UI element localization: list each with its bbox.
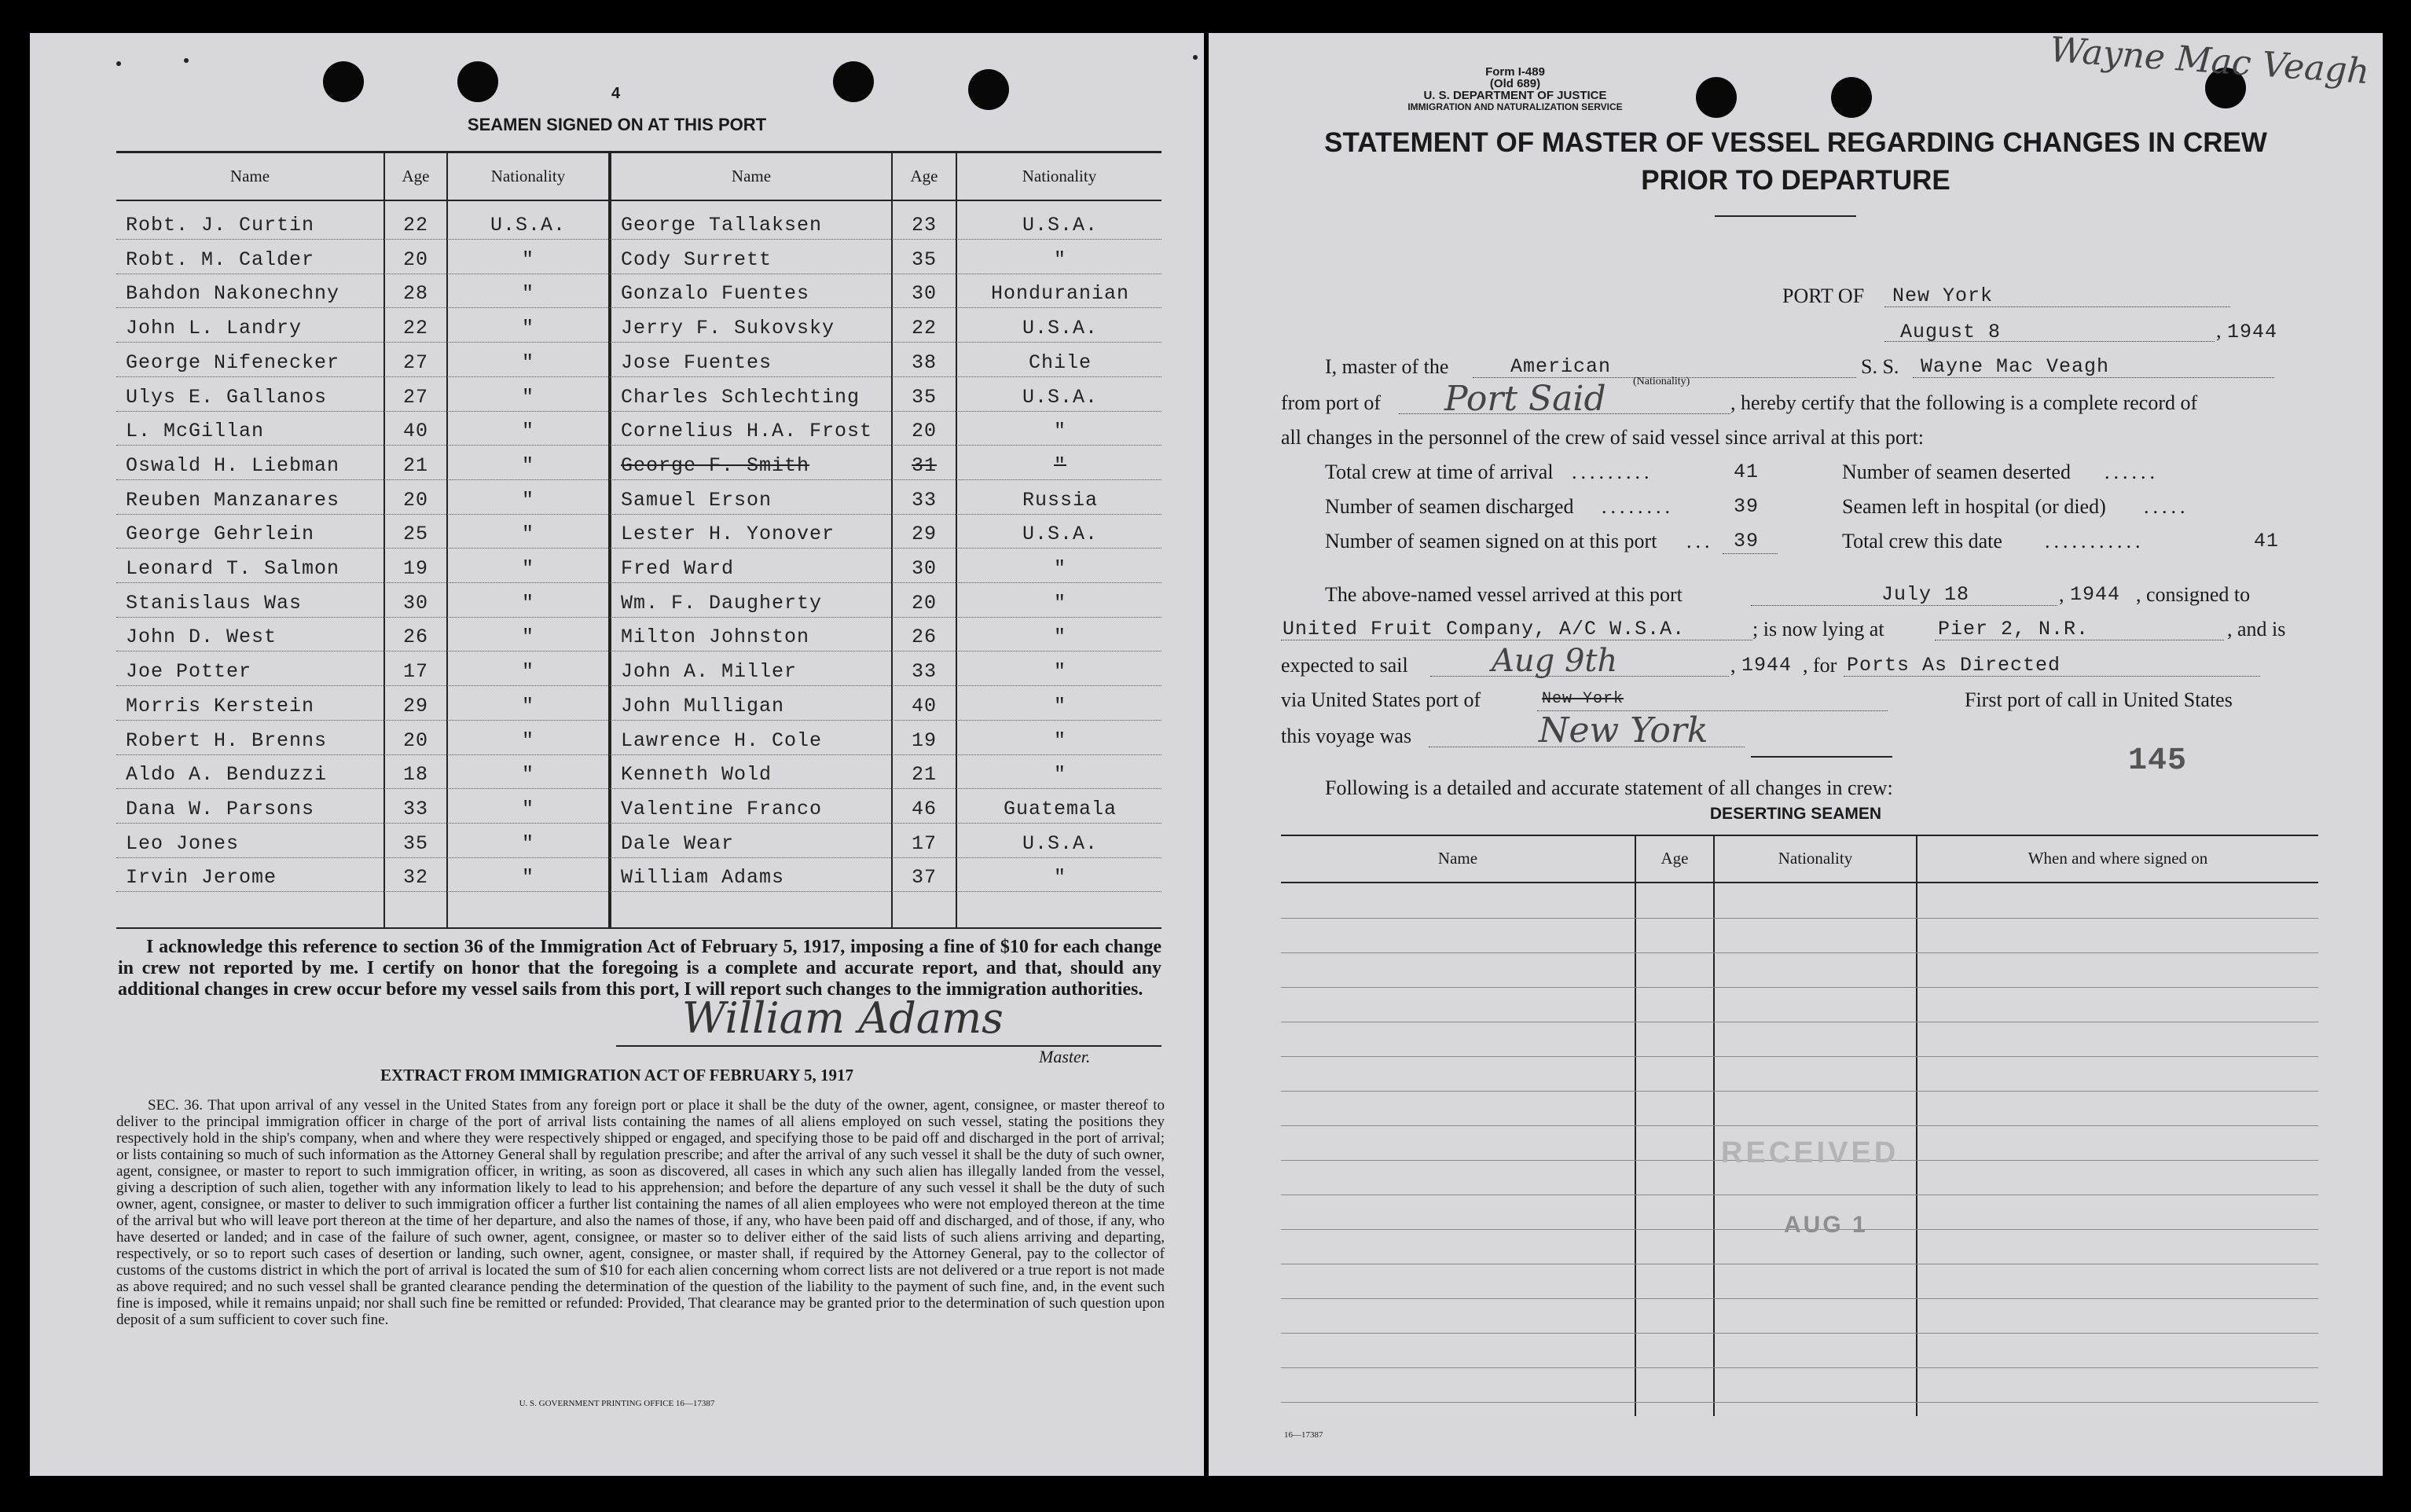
speck xyxy=(184,58,189,63)
seamen-row-dotline xyxy=(116,376,1161,377)
seamen-cell-nat1: " xyxy=(521,282,534,306)
certify-text-2: all changes in the personnel of the crew of said vessel since arrival at this port: xyxy=(1281,426,1925,449)
seamen-cell-nat2: " xyxy=(1053,557,1066,580)
seamen-cell-name1: John D. West xyxy=(126,626,277,649)
seamen-cell-nat1: " xyxy=(521,694,534,717)
seamen-cell-age2: 17 xyxy=(911,831,937,855)
desert-col-name: Name xyxy=(1437,849,1478,868)
seamen-cell-name1: Ulys E. Gallanos xyxy=(126,385,328,409)
seamen-cell-age2: 26 xyxy=(911,626,937,649)
seamen-cell-age1: 20 xyxy=(402,248,428,271)
discharged-label: Number of seamen discharged xyxy=(1325,495,1574,518)
seamen-cell-name1: Robert H. Brenns xyxy=(126,728,328,752)
right-printing-code: 16—17387 xyxy=(1284,1430,1323,1440)
seamen-cell-age1: 30 xyxy=(402,591,428,615)
speck xyxy=(1193,55,1198,60)
deserting-title: DESERTING SEAMEN xyxy=(1709,805,1882,823)
seamen-cell-age2: 30 xyxy=(911,282,937,306)
seamen-cell-nat1: " xyxy=(521,350,534,374)
port-label: PORT OF xyxy=(1782,284,1865,307)
seamen-cell-age2: 21 xyxy=(911,763,937,787)
certify-text: , hereby certify that the following is a complete record of xyxy=(1730,391,2198,414)
seamen-cell-nat2: U.S.A. xyxy=(1022,385,1098,409)
seamen-cell-nat1: " xyxy=(521,523,534,546)
seamen-cell-age1: 19 xyxy=(402,557,428,580)
seamen-cell-age2: 33 xyxy=(911,660,937,684)
seamen-row-dotline xyxy=(116,685,1161,686)
date-value: August 8 xyxy=(1900,321,2002,343)
desert-col-age: Age xyxy=(1661,849,1689,868)
seamen-cell-nat2: Chile xyxy=(1028,350,1092,374)
seamen-row-dotline xyxy=(116,548,1161,549)
from-port-value: Port Said xyxy=(1444,379,1606,419)
form-title-1: STATEMENT OF MASTER OF VESSEL REGARDING CHANGES IN CREW xyxy=(1324,127,2267,158)
seamen-cell-name1: Aldo A. Benduzzi xyxy=(126,763,328,787)
seamen-cell-nat1: " xyxy=(521,248,534,271)
seamen-cell-age1: 25 xyxy=(402,523,428,546)
desert-col-nationality: Nationality xyxy=(1778,849,1853,868)
seamen-cell-name1: Morris Kerstein xyxy=(126,694,315,717)
seamen-cell-nat2: Russia xyxy=(1022,488,1098,512)
seamen-cell-nat1: " xyxy=(521,557,534,580)
received-stamp-date: AUG 1 xyxy=(1784,1212,1868,1238)
seamen-cell-nat2: " xyxy=(1053,248,1066,271)
seamen-cell-nat2: " xyxy=(1053,763,1066,787)
col-name-2: Name xyxy=(731,167,772,185)
seamen-row-dotline xyxy=(116,239,1161,240)
punch-hole xyxy=(968,69,1009,110)
seamen-cell-name2: John Mulligan xyxy=(621,694,785,717)
seamen-cell-nat2: " xyxy=(1053,453,1066,477)
seamen-cell-name1: Stanislaus Was xyxy=(126,591,303,615)
seamen-cell-age1: 40 xyxy=(402,420,428,443)
signed-on-label: Number of seamen signed on at this port xyxy=(1325,530,1657,552)
seamen-cell-name2: Fred Ward xyxy=(621,557,735,580)
seamen-row-dotline xyxy=(116,823,1161,824)
seamen-cell-nat2: " xyxy=(1053,626,1066,649)
from-port-label: from port of xyxy=(1281,391,1382,414)
seamen-cell-age1: 22 xyxy=(402,214,428,237)
seamen-cell-age1: 18 xyxy=(402,763,428,787)
lying-label: ; is now lying at xyxy=(1752,618,1884,640)
right-page: Form I-489 (Old 689) U. S. DEPARTMENT OF JUSTICE IMMIGRATION AND NATURALIZATION SERVICE Wayne Mac Veagh STATEMENT OF MASTER OF VESSEL REGARDING CHANGES IN CREW PRIOR TO DEPARTURE PORT OF New York August 8 , 1944 I, master of the American (Nationality) S. S. Wayne Mac Veagh from port of Port Said , hereby certify that the following is a complete record of all changes in the personnel of the crew of said vessel since arrival at this port: Total crew at time of arrival ......... 41 Number of seamen discharged ........ 39 Number of seamen signed on at this port ... 39 Number of seamen deserted ...... Seamen left in hospital (or died) ..... Total crew this date ........... 41 The above-named vessel arrived at this port July 18 , 1944 , consigned to United Fruit Company, A/C W.S.A. ; is now lying at Pier 2, N.R. , and is expected to sail Aug 9th , 1944 , for Ports As Directed via United States port of New York First port of call in United States this voyage was New York 145 Following is a detailed and accurate statement of all changes in crew: DESERTING SEAMEN Name Age Nationality When and where signed on RECEIVED AUG 1 16—17387 xyxy=(1209,33,2383,1476)
received-stamp: RECEIVED xyxy=(1721,1136,1899,1169)
punch-hole xyxy=(1831,77,1872,118)
page-number: 4 xyxy=(611,85,621,102)
seamen-table xyxy=(116,151,1161,929)
seamen-cell-name2: Kenneth Wold xyxy=(621,763,772,787)
and-is: , and is xyxy=(2227,618,2286,640)
seamen-cell-nat2: " xyxy=(1053,866,1066,890)
stamp-number: 145 xyxy=(2128,743,2188,779)
old-form: (Old 689) xyxy=(1489,77,1541,90)
seamen-cell-age2: 23 xyxy=(911,214,937,237)
total-crew-date: 41 xyxy=(2254,530,2280,552)
seamen-cell-age1: 27 xyxy=(402,350,428,374)
seamen-cell-age1: 32 xyxy=(402,866,428,890)
seamen-cell-nat1: " xyxy=(521,660,534,684)
col-age-1: Age xyxy=(402,167,430,185)
seamen-row-dotline xyxy=(116,514,1161,515)
seamen-cell-name1: Irvin Jerome xyxy=(126,866,277,890)
arrival-year: 1944 xyxy=(2070,583,2121,606)
seamen-cell-name1: Robt. J. Curtin xyxy=(126,214,315,237)
seamen-cell-name1: Leonard T. Salmon xyxy=(126,557,340,580)
year-value: 1944 xyxy=(2227,321,2278,343)
for-label: , for xyxy=(1803,654,1837,677)
seamen-cell-name2: William Adams xyxy=(621,866,785,890)
seamen-cell-name1: L. McGillan xyxy=(126,420,265,443)
seamen-cell-age2: 38 xyxy=(911,350,937,374)
seamen-row-dotline xyxy=(116,857,1161,858)
seamen-cell-name1: George Gehrlein xyxy=(126,523,315,546)
seamen-cell-name2: Charles Schlechting xyxy=(621,385,861,409)
seamen-cell-nat1: " xyxy=(521,866,534,890)
seamen-cell-name1: John L. Landry xyxy=(126,317,303,340)
service: IMMIGRATION AND NATURALIZATION SERVICE xyxy=(1407,101,1623,112)
seamen-cell-name2: Wm. F. Daugherty xyxy=(621,591,823,615)
seamen-cell-nat1: " xyxy=(521,728,534,752)
seamen-cell-age2: 35 xyxy=(911,385,937,409)
seamen-cell-name2: Cody Surrett xyxy=(621,248,772,271)
master-label: Master. xyxy=(1039,1047,1091,1066)
seamen-cell-nat2: U.S.A. xyxy=(1022,214,1098,237)
extract-text: SEC. 36. That upon arrival of any vessel in the United States from any foreign port or place it shall be the duty of the owner, agent, consignee, or master thereof to deliver to the principal immigration officer in charge of the port of arrival lists containing the names of all aliens employed on such vessel, stating the positions they respectively hold in the ship's company, when and where they were respectively shipped or engaged, and specifying those to be paid off and discharged in the port of arrival; or lists containing so much of such information as the Attorney General shall by regulation prescribe; and after the arrival of any such vessel it shall be the duty of such owner, agent, consignee, or master to report to such immigration officer, in writing, as soon as discovered, all cases in which any such alien has illegally landed from the vessel, giving a description of such alien, together with any information likely to lead to his apprehension; and before the departure of any such vessel it shall be the duty of such owner, agent, consignee, or master to deliver to such immigration officer a further list containing the names of all alien employees who were not employed thereon at the time of the arrival but who will leave port thereon at the time of her departure, and also the names of those, if any, who have been paid off and discharged, and of those, if any, who have deserted or landed; and in case of the failure of such owner, agent, consignee, or master so to deliver either of the said lists of such aliens arriving and departing, respectively, or so to report such cases of desertion or landing, such owner, agent, consignee, or master shall, if required by the Attorney General, pay to the collector of customs of the customs district in which the port of arrival is located the sum of $10 for each alien concerning whom correct lists are not delivered or a true report is not made as above required; and no such vessel shall be granted clearance pending the determination of the question of the liability to the payment of such fine, and, in the event such fine is imposed, while it remains unpaid; nor shall such fine be remitted or refunded: Provided, That clearance may be granted prior to the determination of such question upon deposit of a sum sufficient to cover such fine. xyxy=(116,1097,1165,1328)
expected-year: 1944 xyxy=(1741,654,1793,677)
discharged-count: 39 xyxy=(1734,495,1760,518)
following-text: Following is a detailed and accurate statement of all changes in crew: xyxy=(1325,776,1893,799)
deserted-label: Number of seamen deserted xyxy=(1842,461,2071,483)
seamen-cell-nat2: " xyxy=(1053,420,1066,443)
col-nationality-1: Nationality xyxy=(490,167,566,185)
via-label: via United States port of xyxy=(1281,688,1481,711)
seamen-title: SEAMEN SIGNED ON AT THIS PORT xyxy=(467,115,767,134)
seamen-cell-age2: 31 xyxy=(911,453,937,477)
hospital-label: Seamen left in hospital (or died) xyxy=(1842,495,2106,518)
seamen-row-dotline xyxy=(116,342,1161,343)
seamen-row-dotline xyxy=(116,582,1161,583)
seamen-cell-age2: 40 xyxy=(911,694,937,717)
seamen-cell-nat1: " xyxy=(521,453,534,477)
seamen-cell-nat1: " xyxy=(521,488,534,512)
this-voyage-value: New York xyxy=(1539,710,1708,750)
seamen-cell-name2: Jerry F. Sukovsky xyxy=(621,317,835,340)
seamen-cell-nat1: " xyxy=(521,626,534,649)
seamen-cell-age1: 21 xyxy=(402,453,428,477)
punch-hole xyxy=(1696,77,1737,118)
seamen-cell-name1: Oswald H. Liebman xyxy=(126,453,340,477)
seamen-cell-name2: Lester H. Yonover xyxy=(621,523,835,546)
signed-on-count: 39 xyxy=(1734,530,1760,552)
seamen-cell-nat1: " xyxy=(521,385,534,409)
seamen-cell-name2: Milton Johnston xyxy=(621,626,810,649)
via-value: New York xyxy=(1542,690,1624,708)
destination: Ports As Directed xyxy=(1847,654,2061,677)
seamen-cell-name1: Reuben Manzanares xyxy=(126,488,340,512)
seamen-cell-name2: John A. Miller xyxy=(621,660,798,684)
seamen-cell-age1: 35 xyxy=(402,831,428,855)
speck xyxy=(116,61,121,66)
seamen-cell-name2: George F. Smith xyxy=(621,453,810,477)
form-title-2: PRIOR TO DEPARTURE xyxy=(1641,165,1950,196)
seamen-cell-age1: 33 xyxy=(402,797,428,820)
form-header xyxy=(1366,66,1664,113)
seamen-cell-name2: Gonzalo Fuentes xyxy=(621,282,810,306)
seamen-cell-age1: 29 xyxy=(402,694,428,717)
seamen-cell-age2: 33 xyxy=(911,488,937,512)
seamen-cell-age1: 27 xyxy=(402,385,428,409)
total-crew-arrival-label: Total crew at time of arrival xyxy=(1325,461,1554,483)
seamen-cell-name1: George Nifenecker xyxy=(126,350,340,374)
seamen-cell-age2: 20 xyxy=(911,420,937,443)
vessel-name: Wayne Mac Veagh xyxy=(1921,355,2110,378)
seamen-cell-nat2: U.S.A. xyxy=(1022,523,1098,546)
master-signature: William Adams xyxy=(682,993,1004,1043)
seamen-row-dotline xyxy=(116,273,1161,274)
printing-office: U. S. GOVERNMENT PRINTING OFFICE 16—17387 xyxy=(519,1399,715,1408)
seamen-cell-age1: 20 xyxy=(402,488,428,512)
consignee: United Fruit Company, A/C W.S.A. xyxy=(1283,618,1686,640)
nationality-hint: (Nationality) xyxy=(1633,376,1690,387)
seamen-row-dotline xyxy=(116,411,1161,412)
port-value: New York xyxy=(1892,284,1994,307)
extract-title: EXTRACT FROM IMMIGRATION ACT OF FEBRUARY 5, 1917 xyxy=(380,1066,854,1084)
seamen-cell-name2: Dale Wear xyxy=(621,831,735,855)
seamen-cell-age1: 22 xyxy=(402,317,428,340)
seamen-cell-nat2: " xyxy=(1053,694,1066,717)
deserting-table xyxy=(1281,835,2318,1432)
col-name-1: Name xyxy=(229,167,270,185)
col-nationality-2: Nationality xyxy=(1022,167,1097,185)
seamen-row-dotline xyxy=(116,891,1161,892)
seamen-cell-nat1: U.S.A. xyxy=(490,214,566,237)
consigned-label: , consigned to xyxy=(2136,583,2251,606)
col-age-2: Age xyxy=(910,167,938,185)
seamen-row-dotline xyxy=(116,720,1161,721)
seamen-cell-age2: 37 xyxy=(911,866,937,890)
department: U. S. DEPARTMENT OF JUSTICE xyxy=(1423,89,1607,102)
seamen-cell-age2: 22 xyxy=(911,317,937,340)
arrived-label: The above-named vessel arrived at this port xyxy=(1325,583,1683,606)
total-crew-arrival: 41 xyxy=(1734,461,1760,483)
seamen-cell-name2: Cornelius H.A. Frost xyxy=(621,420,873,443)
seamen-cell-nat1: " xyxy=(521,317,534,340)
seamen-cell-nat2: " xyxy=(1053,660,1066,684)
seamen-cell-age2: 20 xyxy=(911,591,937,615)
seamen-cell-name1: Bahdon Nakonechny xyxy=(126,282,340,306)
seamen-cell-nat2: " xyxy=(1053,728,1066,752)
seamen-cell-age1: 26 xyxy=(402,626,428,649)
desert-col-signed-on: When and where signed on xyxy=(2028,849,2208,868)
seamen-cell-nat2: " xyxy=(1053,591,1066,615)
seamen-cell-name1: Joe Potter xyxy=(126,660,252,684)
nationality-value: American xyxy=(1510,355,1612,378)
seamen-cell-nat2: Guatemala xyxy=(1003,797,1117,820)
seamen-cell-name2: Samuel Erson xyxy=(621,488,772,512)
seamen-cell-nat1: " xyxy=(521,831,534,855)
seamen-cell-nat2: U.S.A. xyxy=(1022,831,1098,855)
first-port-label: First port of call in United States xyxy=(1965,688,2233,711)
this-voyage-label: this voyage was xyxy=(1281,725,1412,747)
seamen-cell-nat1: " xyxy=(521,797,534,820)
total-crew-date-label: Total crew this date xyxy=(1842,530,2002,552)
seamen-cell-name1: Robt. M. Calder xyxy=(126,248,315,271)
seamen-cell-nat1: " xyxy=(521,591,534,615)
form-number: Form I-489 xyxy=(1485,65,1545,79)
expected-label: expected to sail xyxy=(1281,654,1408,677)
punch-hole xyxy=(323,61,364,102)
seamen-row-dotline xyxy=(116,617,1161,618)
seamen-cell-name1: Dana W. Parsons xyxy=(126,797,315,820)
seamen-cell-age1: 17 xyxy=(402,660,428,684)
punch-hole xyxy=(457,61,498,102)
seamen-cell-name2: George Tallaksen xyxy=(621,214,823,237)
berth: Pier 2, N.R. xyxy=(1938,618,2090,640)
master-of-label: I, master of the xyxy=(1325,355,1449,378)
seamen-cell-age1: 20 xyxy=(402,728,428,752)
acknowledgment-text: I acknowledge this reference to section 36 of the Immigration Act of February 5, 1917, imposing a fine of $10 for each change in crew not reported by me. I certify on honor that the foregoing is a complete and accurate report, and that, should any additional changes in crew occur before my vessel sails from this port, I will report such changes to the immigration authorities. xyxy=(118,937,1161,1000)
seamen-cell-nat2: Honduranian xyxy=(990,282,1130,306)
seamen-cell-name2: Jose Fuentes xyxy=(621,350,772,374)
seamen-row-dotline xyxy=(116,479,1161,480)
seamen-row-dotline xyxy=(116,445,1161,446)
seamen-cell-age1: 28 xyxy=(402,282,428,306)
seamen-cell-nat2: U.S.A. xyxy=(1022,317,1098,340)
seamen-row-dotline xyxy=(116,307,1161,308)
seamen-cell-nat1: " xyxy=(521,420,534,443)
arrival-date: July 18 xyxy=(1881,583,1970,606)
seamen-cell-age2: 29 xyxy=(911,523,937,546)
expected-date: Aug 9th xyxy=(1492,643,1618,679)
seamen-cell-nat1: " xyxy=(521,763,534,787)
seamen-cell-age2: 30 xyxy=(911,557,937,580)
seamen-cell-age2: 35 xyxy=(911,248,937,271)
punch-hole xyxy=(833,61,874,102)
seamen-cell-name2: Lawrence H. Cole xyxy=(621,728,823,752)
seamen-cell-name1: Leo Jones xyxy=(126,831,240,855)
ss-label: S. S. xyxy=(1861,355,1899,378)
handwritten-vessel: Wayne Mac Veagh xyxy=(2048,29,2371,93)
seamen-cell-name2: Valentine Franco xyxy=(621,797,823,820)
seamen-cell-age2: 19 xyxy=(911,728,937,752)
seamen-cell-age2: 46 xyxy=(911,797,937,820)
seamen-row-dotline xyxy=(116,788,1161,789)
left-page xyxy=(30,33,1204,1476)
seamen-row-dotline xyxy=(116,754,1161,755)
